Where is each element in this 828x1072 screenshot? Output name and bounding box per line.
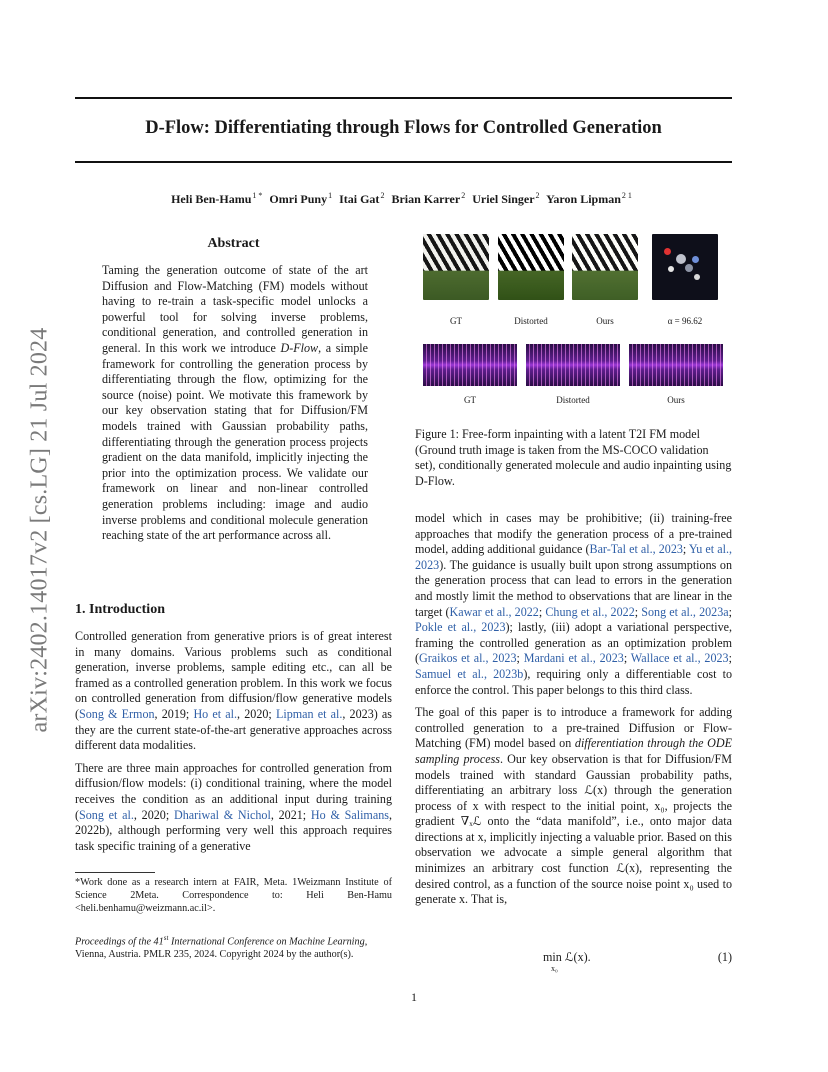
- citation-link[interactable]: Mardani et al., 2023: [523, 651, 624, 666]
- author-affiliation: 2 1: [621, 191, 632, 200]
- citation-link[interactable]: Song et al.: [79, 807, 134, 822]
- citation-link[interactable]: Dhariwal & Nichol: [173, 807, 271, 822]
- zebra-distorted-image: [498, 234, 564, 300]
- right-column-body: [415, 511, 732, 915]
- figure-label: Distorted: [514, 316, 548, 326]
- method-name: D-Flow: [280, 340, 319, 355]
- author-list: [75, 191, 732, 207]
- arxiv-id: arXiv:2402.14017v2 [cs.LG] 21 Jul 2024: [26, 327, 53, 733]
- paper-title: D-Flow: Differentiating through Flows for Controlled Generation: [145, 118, 662, 138]
- footnote: *Work done as a research intern at FAIR, Meta. 1Weizmann Institute of Science 2Meta. Correspondence to: Heli Ben-Hamu <heli.benhamu@weizmann.ac.il>.: [75, 877, 392, 914]
- title-top-rule: [75, 97, 732, 99]
- molecule-image: [652, 234, 718, 300]
- citation-link[interactable]: Song et al., 2023a: [641, 604, 729, 619]
- figure-label: GT: [450, 316, 462, 326]
- author-affiliation: 2: [535, 191, 540, 200]
- title-bottom-rule: [75, 161, 732, 163]
- author-name: Itai Gat: [339, 192, 380, 206]
- author-affiliation: 2: [380, 191, 385, 200]
- author-name: Omri Puny: [269, 192, 328, 206]
- zebra-gt-image: [423, 234, 489, 300]
- abstract-text: , a simple framework for controlling the generation process by differentiating through the flow, optimizing for the source (noise) point. We motivate this framework by our key observation stating that for Diffusion/FM models trained with Gaussian probability paths, differentiating through the generation process projects gradient on the data manifold, implicitly injecting the prior into the optimization process. We validate our framework on linear and non-linear controlled generation problems including: image and audio inverse problems and conditional molecule generation reaching state of the art performance across all.: [102, 340, 368, 543]
- citation-link[interactable]: Kawar et al., 2022: [449, 604, 539, 619]
- citation-link[interactable]: Graikos et al., 2023: [419, 651, 517, 666]
- figure-label: α = 96.62: [667, 316, 703, 326]
- arxiv-sidebar-stamp: [20, 300, 60, 760]
- citation-link[interactable]: Wallace et al., 2023: [630, 651, 729, 666]
- paragraph: model which in cases may be prohibitive; (ii) training-free approaches that modify the generation process of a pre-trained model, adding additional guidance (Bar-Tal et al., 2023; Yu et al., 2023). The guidance is usually built upon strong assumptions on the generation process that can lead to errors in the generation and mostly limit the method to observations that are linear in the target (Kawar et al., 2022; Chung et al., 2022; Song et al., 2023a; Pokle et al., 2023); lastly, (iii) adopt a variational perspective, framing the controlled generation as an optimization problem (Graikos et al., 2023; Mardani et al., 2023; Wallace et al., 2023; Samuel et al., 2023b), requiring only a differentiable cost to enforce the control. This paper belongs to this third class.: [415, 511, 733, 697]
- author-name: Yaron Lipman: [546, 192, 621, 206]
- atom-icon: [692, 256, 699, 263]
- citation-link[interactable]: Yu et al., 2023: [415, 542, 732, 572]
- abstract-body: [102, 263, 368, 551]
- citation-link[interactable]: Song & Ermon: [79, 706, 155, 721]
- author-affiliation: 2: [461, 191, 466, 200]
- figure-label: Distorted: [556, 395, 590, 405]
- page-number: 1: [411, 990, 417, 1004]
- citation-link[interactable]: Ho et al.: [193, 706, 238, 721]
- citation-link[interactable]: Chung et al., 2022: [545, 604, 635, 619]
- atom-icon: [664, 248, 671, 255]
- atom-icon: [676, 254, 686, 264]
- proceedings-note: Proceedings of the 41st International Conference on Machine Learning, Vienna, Austria. PMLR 235, 2024. Copyright 2024 by the author(s).: [75, 934, 368, 961]
- figure-caption: Figure 1: Free-form inpainting with a latent T2I FM model (Ground truth image is taken from the MS-COCO validation set), conditionally generated molecule and audio inpainting using D-Flow.: [415, 427, 732, 488]
- footnote-rule: [75, 872, 155, 873]
- audio-gt-spectrogram: [423, 344, 517, 386]
- figure-label: GT: [464, 395, 476, 405]
- citation-link[interactable]: Ho & Salimans: [310, 807, 389, 822]
- equation-subscript: x₀: [551, 964, 558, 973]
- equation-number: (1): [717, 950, 732, 964]
- atom-icon: [685, 264, 693, 272]
- figure-label: Ours: [667, 395, 685, 405]
- figure-label: Ours: [596, 316, 614, 326]
- author-name: Uriel Singer: [472, 192, 535, 206]
- author-affiliation: 1: [328, 191, 333, 200]
- paragraph: Controlled generation from generative priors is of great interest in many domains. Various problems such as conditional generation, inverse problems, sample editing etc., can all be framed as a controlled generation problem. In this work we focus on controlled generation from diffusion/flow generative models (Song & Ermon, 2019; Ho et al., 2020; Lipman et al., 2023) as they are the current state-of-the-art generative approaches across different data modalities.: [75, 629, 393, 753]
- citation-link[interactable]: Lipman et al.: [275, 706, 343, 721]
- citation-link[interactable]: Samuel et al., 2023b: [415, 666, 524, 681]
- author-affiliation: 1 *: [252, 191, 263, 200]
- author-name: Brian Karrer: [391, 192, 461, 206]
- atom-icon: [668, 266, 674, 272]
- paragraph: The goal of this paper is to introduce a framework for adding controlled generation to a pre-trained Diffusion or Flow-Matching (FM) model based on differentiation through the ODE sampling process. Our key observation is that for Diffusion/FM models trained with standard Gaussian probability paths, differentiating an arbitrary loss ℒ(x) through the generation process of x with respect to the initial point, x₀, projects the gradient ∇ₓℒ onto the “data manifold”, i.e., onto major data directions at x, implicitly injecting a valuable prior. Based on this observation we advocate a simple general algorithm that minimizes an arbitrary cost function ℒ(x), representing the desired control, as a function of the source noise point x₀ used to generate x. That is,: [415, 705, 733, 907]
- section-heading-introduction: 1. Introduction: [75, 602, 165, 617]
- audio-distorted-spectrogram: [526, 344, 620, 386]
- audio-ours-spectrogram: [629, 344, 723, 386]
- author-name: Heli Ben-Hamu: [171, 192, 252, 206]
- abstract-text: Taming the generation outcome of state of the art Diffusion and Flow-Matching (FM) models without having to re-train a task-specific model unlocks a powerful tool for solving inverse problems, conditional generation, and controlled generation in general. In this work we introduce: [102, 263, 368, 355]
- citation-link[interactable]: Bar-Tal et al., 2023: [589, 542, 683, 557]
- abstract-heading: Abstract: [207, 236, 260, 251]
- introduction-body: [75, 629, 392, 861]
- figure-1: [415, 232, 732, 412]
- citation-link[interactable]: Pokle et al., 2023: [415, 620, 506, 635]
- paragraph: There are three main approaches for controlled generation from diffusion/flow models: (i) conditional training, where the model receives the condition as an additional input during training (Song et al., 2020; Dhariwal & Nichol, 2021; Ho & Salimans, 2022b), although performing very well this approach requires task specific training of a generative: [75, 760, 392, 853]
- equation-expression: min ℒ(x).: [543, 950, 591, 964]
- zebra-ours-image: [572, 234, 638, 300]
- atom-icon: [694, 274, 700, 280]
